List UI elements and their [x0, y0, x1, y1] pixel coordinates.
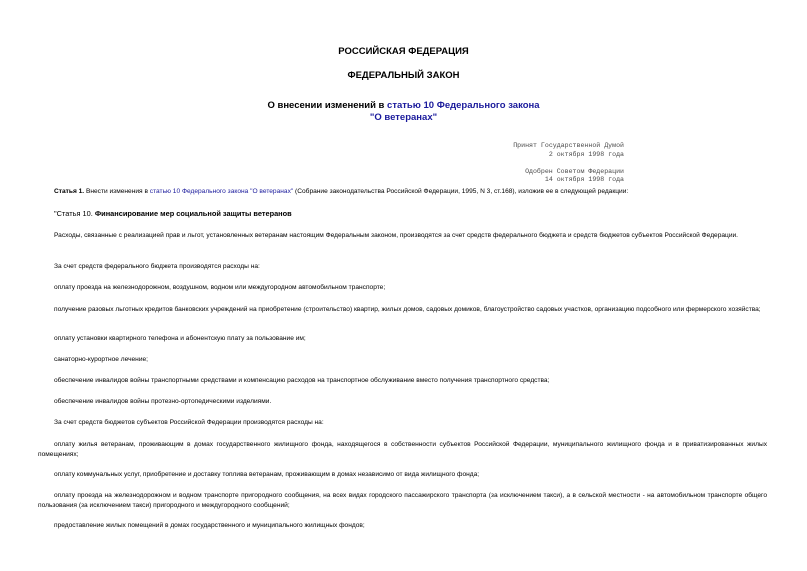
- paragraph: оплату установки квартирного телефона и абонентскую плату за пользование им;: [54, 335, 306, 342]
- paragraph: оплату коммунальных услуг, приобретение и доставку топлива ветеранам, проживающим в домах независимо от вида жилищного фонда;: [54, 471, 480, 478]
- paragraph: За счет средств бюджетов субъектов Российской Федерации производятся расходы на:: [54, 419, 324, 426]
- law-title: [0, 100, 807, 124]
- paragraph: Расходы, связанные с реализацией прав и льгот, установленных ветеранам настоящим Федеральным законом, производятся за счет средств федерального бюджета и средств бюджетов субъектов Российской Федерации.: [54, 232, 739, 239]
- paragraph: оплату проезда на железнодорожном и водном транспорте пригородного сообщения, на всех видах городского пассажирского транспорта (за исключением такси), а в сельской местности - на автомобильном транспорте общего пользования (за исключением такси) пригородного и междугородного сообщений;: [38, 492, 767, 509]
- paragraph: оплату жилья ветеранам, проживающим в домах государственного жилищного фонда, находящегося в собственности субъектов Российской Федерации, муниципального жилищного фонда и в приватизированных жилых помещениях;: [38, 441, 767, 458]
- article-10-link[interactable]: статью 10 Федерального закона "О ветеранах": [149, 188, 294, 195]
- law-title-link-2[interactable]: "О ветеранах": [369, 112, 438, 123]
- article-1-text-b: (Собрание законодательства Российской Федерации, 1995, N 3, ст.168), изложив ее в следующей редакции:: [293, 188, 629, 195]
- law-type-heading: ФЕДЕРАЛЬНЫЙ ЗАКОН: [347, 70, 460, 81]
- article-10-title: Финансирование мер социальной защиты ветеранов: [94, 209, 292, 218]
- paragraph: санаторно-курортное лечение;: [54, 356, 148, 363]
- federation-heading: РОССИЙСКАЯ ФЕДЕРАЦИЯ: [338, 46, 469, 57]
- article-1-label: Статья 1.: [54, 188, 85, 195]
- paragraph: предоставление жилых помещений в домах государственного и муниципального жилищных фондов;: [54, 522, 365, 529]
- article-10-heading: [38, 209, 767, 219]
- council-date: 14 октября 1998 года: [544, 176, 624, 183]
- paragraph: получение разовых льготных кредитов банковских учреждений на приобретение (строительство) квартир, жилых домов, садовых домиков, благоустройство садовых участков, организацию подсобного или фермерского хозяйства;: [54, 306, 761, 313]
- paragraph: За счет средств федерального бюджета производятся расходы на:: [54, 263, 260, 270]
- law-title-prefix: О внесении изменений в: [267, 100, 388, 111]
- paragraph: оплату проезда на железнодорожном, воздушном, водном или междугородном автомобильном транспорте;: [54, 284, 386, 291]
- article-1-paragraph: [38, 187, 767, 197]
- article-1-text-a: Внести изменения в: [84, 188, 150, 195]
- duma-date: 2 октября 1998 года: [548, 150, 624, 158]
- law-title-link[interactable]: статью 10 Федерального закона: [387, 100, 540, 111]
- adoption-info: [480, 142, 624, 185]
- duma-adopted: Принят Государственной Думой: [513, 142, 624, 149]
- paragraph: обеспечение инвалидов войны протезно-ортопедическими изделиями.: [54, 398, 272, 405]
- article-10-prefix: "Статья 10.: [54, 209, 95, 218]
- paragraph: обеспечение инвалидов войны транспортными средствами и компенсацию расходов на транспортное обслуживание вместо получения транспортного средства;: [54, 377, 550, 384]
- council-approved: Одобрен Советом Федерации: [525, 167, 624, 175]
